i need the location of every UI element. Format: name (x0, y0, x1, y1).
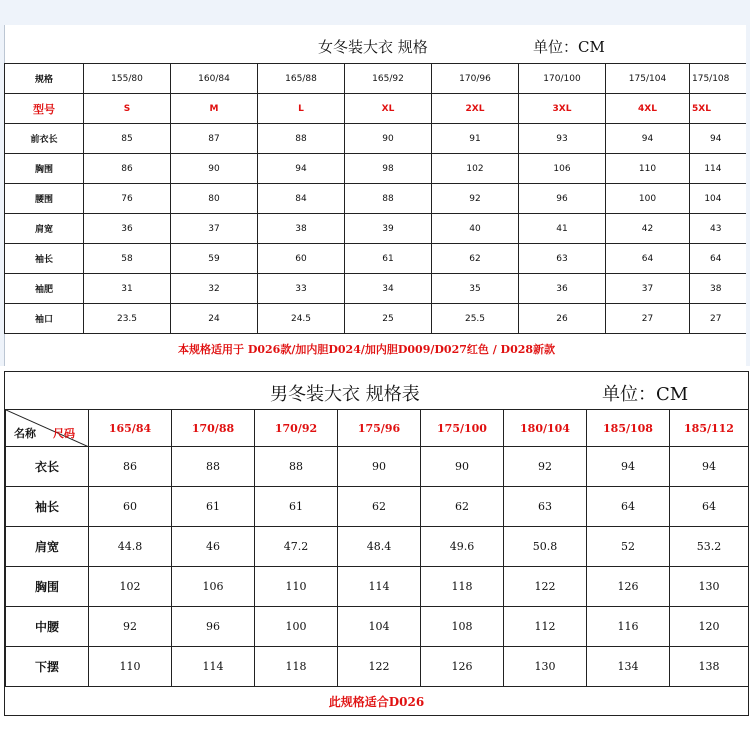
women-measure-row (5, 304, 746, 334)
women-spec-cell: 170/96 (432, 64, 519, 94)
women-value-cell: 42 (606, 214, 690, 244)
women-value-cell: 27 (606, 304, 690, 334)
men-value-cell: 108 (421, 607, 504, 647)
women-value-cell: 38 (690, 274, 746, 304)
men-value-cell: 90 (338, 447, 421, 487)
men-value-cell: 118 (421, 567, 504, 607)
women-measure-row (5, 154, 746, 184)
women-value-cell: 33 (258, 274, 345, 304)
women-size-cell: 3XL (519, 94, 606, 124)
women-value-cell: 87 (171, 124, 258, 154)
women-size-cell: XL (345, 94, 432, 124)
men-row-label: 下摆 (6, 647, 89, 687)
men-value-cell: 64 (670, 487, 749, 527)
men-value-cell: 122 (504, 567, 587, 607)
men-row-label: 袖长 (6, 487, 89, 527)
men-value-cell: 47.2 (255, 527, 338, 567)
women-value-cell: 114 (690, 154, 746, 184)
men-size-cell: 185/108 (587, 410, 670, 447)
men-corner-size-label: 尺码 (53, 427, 75, 440)
women-value-cell: 106 (519, 154, 606, 184)
women-header-row (5, 64, 746, 94)
women-row-label: 前衣长 (5, 124, 84, 154)
men-value-cell: 48.4 (338, 527, 421, 567)
women-size-chart (0, 0, 750, 366)
women-value-cell: 58 (84, 244, 171, 274)
men-value-cell: 120 (670, 607, 749, 647)
women-spec-cell: 175/108 (690, 64, 746, 94)
women-value-cell: 27 (690, 304, 746, 334)
men-value-cell: 61 (172, 487, 255, 527)
women-value-cell: 39 (345, 214, 432, 244)
men-value-cell: 62 (421, 487, 504, 527)
women-spec-cell: 165/88 (258, 64, 345, 94)
women-value-cell: 36 (519, 274, 606, 304)
women-size-cell: S (84, 94, 171, 124)
women-size-row (5, 94, 746, 124)
women-size-cell: 2XL (432, 94, 519, 124)
men-corner-name-label: 名称 (14, 427, 36, 440)
women-measure-row (5, 184, 746, 214)
women-applicability-note: 本规格适用于 D026款/加内胆D024/加内胆D009/D027红色 / D028新款 (178, 343, 556, 356)
men-measure-row (6, 487, 749, 527)
women-value-cell: 41 (519, 214, 606, 244)
men-chart-title: 男冬装大衣 规格表 (270, 384, 420, 405)
men-value-cell: 63 (504, 487, 587, 527)
men-size-cell: 185/112 (670, 410, 749, 447)
women-unit-label: 单位：CM (533, 38, 605, 56)
women-value-cell: 25 (345, 304, 432, 334)
men-value-cell: 52 (587, 527, 670, 567)
women-value-cell: 85 (84, 124, 171, 154)
women-value-cell: 102 (432, 154, 519, 184)
women-value-cell: 91 (432, 124, 519, 154)
men-row-label: 中腰 (6, 607, 89, 647)
women-value-cell: 88 (345, 184, 432, 214)
women-value-cell: 64 (606, 244, 690, 274)
women-value-cell: 43 (690, 214, 746, 244)
men-value-cell: 92 (89, 607, 172, 647)
women-value-cell: 100 (606, 184, 690, 214)
women-size-table (4, 63, 746, 334)
men-value-cell: 134 (587, 647, 670, 687)
men-value-cell: 138 (670, 647, 749, 687)
women-spec-cell: 170/100 (519, 64, 606, 94)
men-applicability-note: 此规格适合D026 (328, 695, 425, 709)
men-size-cell: 180/104 (504, 410, 587, 447)
men-value-cell: 118 (255, 647, 338, 687)
women-value-cell: 110 (606, 154, 690, 184)
women-value-cell: 25.5 (432, 304, 519, 334)
men-value-cell: 94 (587, 447, 670, 487)
men-value-cell: 53.2 (670, 527, 749, 567)
men-value-cell: 106 (172, 567, 255, 607)
women-value-cell: 84 (258, 184, 345, 214)
women-value-cell: 40 (432, 214, 519, 244)
men-value-cell: 100 (255, 607, 338, 647)
men-value-cell: 50.8 (504, 527, 587, 567)
men-value-cell: 122 (338, 647, 421, 687)
men-row-label: 胸围 (6, 567, 89, 607)
women-measure-row (5, 124, 746, 154)
women-value-cell: 35 (432, 274, 519, 304)
women-value-cell: 31 (84, 274, 171, 304)
men-value-cell: 102 (89, 567, 172, 607)
women-value-cell: 32 (171, 274, 258, 304)
men-measure-row (6, 527, 749, 567)
women-size-cell: L (258, 94, 345, 124)
men-value-cell: 126 (587, 567, 670, 607)
women-row-label: 袖口 (5, 304, 84, 334)
women-value-cell: 64 (690, 244, 746, 274)
men-value-cell: 104 (338, 607, 421, 647)
women-size-cell: M (171, 94, 258, 124)
men-value-cell: 116 (587, 607, 670, 647)
men-value-cell: 110 (255, 567, 338, 607)
women-value-cell: 26 (519, 304, 606, 334)
women-value-cell: 37 (171, 214, 258, 244)
women-spec-cell: 160/84 (171, 64, 258, 94)
women-spec-cell: 155/80 (84, 64, 171, 94)
women-row-label: 肩宽 (5, 214, 84, 244)
women-value-cell: 59 (171, 244, 258, 274)
men-value-cell: 114 (172, 647, 255, 687)
men-value-cell: 90 (421, 447, 504, 487)
women-value-cell: 86 (84, 154, 171, 184)
men-value-cell: 62 (338, 487, 421, 527)
men-unit-label: 单位：CM (602, 384, 689, 405)
men-value-cell: 44.8 (89, 527, 172, 567)
women-value-cell: 76 (84, 184, 171, 214)
women-value-cell: 80 (171, 184, 258, 214)
men-size-cell: 170/92 (255, 410, 338, 447)
women-value-cell: 38 (258, 214, 345, 244)
women-row-label: 胸围 (5, 154, 84, 184)
men-value-cell: 92 (504, 447, 587, 487)
men-measure-row (6, 607, 749, 647)
men-value-cell: 60 (89, 487, 172, 527)
men-value-cell: 96 (172, 607, 255, 647)
women-value-cell: 94 (606, 124, 690, 154)
women-value-cell: 62 (432, 244, 519, 274)
women-measure-row (5, 244, 746, 274)
women-value-cell: 96 (519, 184, 606, 214)
women-value-cell: 34 (345, 274, 432, 304)
women-row-label: 腰围 (5, 184, 84, 214)
women-row-label: 袖肥 (5, 274, 84, 304)
men-value-cell: 114 (338, 567, 421, 607)
men-value-cell: 126 (421, 647, 504, 687)
men-value-cell: 130 (670, 567, 749, 607)
men-size-chart (4, 371, 749, 716)
women-value-cell: 104 (690, 184, 746, 214)
men-value-cell: 88 (255, 447, 338, 487)
men-value-cell: 94 (670, 447, 749, 487)
women-value-cell: 23.5 (84, 304, 171, 334)
women-value-cell: 90 (171, 154, 258, 184)
women-measure-row (5, 214, 746, 244)
women-value-cell: 94 (690, 124, 746, 154)
women-value-cell: 92 (432, 184, 519, 214)
men-row-label: 衣长 (6, 447, 89, 487)
women-size-label: 型号 (5, 94, 84, 124)
women-value-cell: 36 (84, 214, 171, 244)
men-value-cell: 64 (587, 487, 670, 527)
women-chart-title: 女冬装大衣 规格 (318, 38, 428, 56)
women-value-cell: 37 (606, 274, 690, 304)
women-value-cell: 94 (258, 154, 345, 184)
women-value-cell: 88 (258, 124, 345, 154)
men-size-cell: 165/84 (89, 410, 172, 447)
men-value-cell: 88 (172, 447, 255, 487)
women-value-cell: 93 (519, 124, 606, 154)
men-measure-row (6, 647, 749, 687)
women-value-cell: 98 (345, 154, 432, 184)
women-size-cell: 5XL (690, 94, 746, 124)
men-size-table (5, 409, 749, 687)
women-spec-cell: 175/104 (606, 64, 690, 94)
men-value-cell: 61 (255, 487, 338, 527)
women-value-cell: 90 (345, 124, 432, 154)
men-size-cell: 170/88 (172, 410, 255, 447)
women-value-cell: 63 (519, 244, 606, 274)
women-row-label: 袖长 (5, 244, 84, 274)
men-value-cell: 110 (89, 647, 172, 687)
men-size-cell: 175/96 (338, 410, 421, 447)
men-measure-row (6, 567, 749, 607)
men-header-row (6, 410, 749, 447)
men-value-cell: 130 (504, 647, 587, 687)
men-measure-row (6, 447, 749, 487)
women-measure-row (5, 274, 746, 304)
women-value-cell: 60 (258, 244, 345, 274)
men-value-cell: 86 (89, 447, 172, 487)
women-spec-cell: 165/92 (345, 64, 432, 94)
men-corner-cell (6, 410, 89, 447)
men-row-label: 肩宽 (6, 527, 89, 567)
men-size-cell: 175/100 (421, 410, 504, 447)
men-value-cell: 112 (504, 607, 587, 647)
women-value-cell: 61 (345, 244, 432, 274)
women-value-cell: 24 (171, 304, 258, 334)
men-value-cell: 49.6 (421, 527, 504, 567)
women-header-label: 规格 (5, 64, 84, 94)
women-size-cell: 4XL (606, 94, 690, 124)
men-value-cell: 46 (172, 527, 255, 567)
women-value-cell: 24.5 (258, 304, 345, 334)
